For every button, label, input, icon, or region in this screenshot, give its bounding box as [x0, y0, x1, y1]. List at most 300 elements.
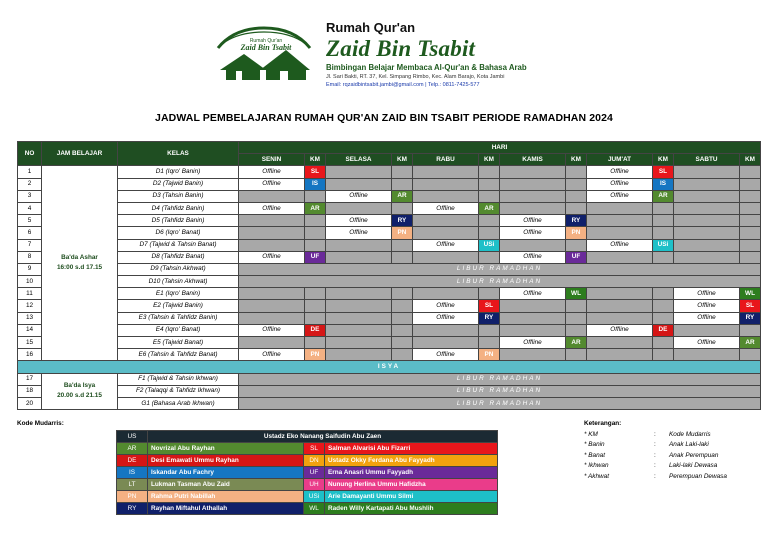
empty-km-cell [305, 227, 326, 239]
table-row [18, 215, 761, 227]
empty-cell [500, 239, 566, 251]
table-row [18, 373, 761, 385]
empty-km-cell [566, 202, 587, 214]
org-small: Rumah Qur'an [326, 20, 416, 35]
kode-code: UH [304, 479, 325, 491]
empty-km-cell [653, 300, 674, 312]
row-no: 2 [18, 178, 42, 190]
offline-cell: Offline [239, 202, 305, 214]
row-kelas: D4 (Tahfidz Banin) [118, 202, 239, 214]
kode-code: DN [304, 455, 325, 467]
offline-cell: Offline [239, 349, 305, 361]
km-header: KM [653, 154, 674, 166]
km-header: KM [566, 154, 587, 166]
table-row [18, 227, 761, 239]
day-header: JUM'AT [587, 154, 653, 166]
header-jam: JAM BELAJAR [42, 142, 118, 166]
table-row [18, 239, 761, 251]
empty-km-cell [392, 178, 413, 190]
kode-name: Nunung Herlina Ummu Hafidzha [325, 479, 498, 491]
header-hari: HARI [239, 142, 761, 154]
empty-cell [239, 190, 305, 202]
empty-cell [413, 227, 479, 239]
empty-cell [413, 166, 479, 178]
km-code-cell: DE [305, 324, 326, 336]
empty-cell [413, 178, 479, 190]
km-code-cell: AR [740, 337, 761, 349]
offline-cell: Offline [587, 324, 653, 336]
jam-isya-label: Ba'da Isya [63, 382, 96, 390]
offline-cell: Offline [239, 324, 305, 336]
empty-km-cell [653, 312, 674, 324]
kode-table [116, 430, 498, 515]
empty-cell [587, 288, 653, 300]
keterangan-key: * Akhwat [584, 472, 609, 480]
km-code-cell: AR [305, 202, 326, 214]
empty-km-cell [653, 349, 674, 361]
keterangan-title: Keterangan: [584, 420, 622, 427]
empty-cell [239, 312, 305, 324]
empty-cell [674, 239, 740, 251]
km-code-cell: WL [566, 288, 587, 300]
row-kelas: E2 (Tajwid Banin) [118, 300, 239, 312]
empty-km-cell [740, 239, 761, 251]
kode-code: WL [304, 503, 325, 515]
row-no: 11 [18, 288, 42, 300]
row-kelas: D1 (Iqro' Banin) [118, 166, 239, 178]
schedule-table [17, 141, 761, 410]
row-no: 16 [18, 349, 42, 361]
empty-km-cell [479, 288, 500, 300]
empty-km-cell [740, 227, 761, 239]
empty-km-cell [479, 227, 500, 239]
keterangan-value: Perempuan Dewasa [669, 472, 727, 480]
row-kelas: D7 (Tajwid & Tahsin Banat) [118, 239, 239, 251]
row-no: 7 [18, 239, 42, 251]
empty-km-cell [305, 312, 326, 324]
empty-cell [326, 337, 392, 349]
empty-cell [413, 337, 479, 349]
org-contact: Email: rqzaidbintsabit.jambi@gmail.com | Telp.: 0811-7425-577 [326, 82, 480, 88]
keterangan-sep: : [654, 462, 656, 470]
offline-cell: Offline [326, 215, 392, 227]
offline-cell: Offline [674, 337, 740, 349]
row-no: 1 [18, 166, 42, 178]
row-kelas: E5 (Tajwid Banat) [118, 337, 239, 349]
km-code-cell: UF [566, 251, 587, 263]
row-no: 6 [18, 227, 42, 239]
kode-name: Rayhan Miftahul Athallah [148, 503, 304, 515]
empty-cell [239, 288, 305, 300]
empty-km-cell [392, 202, 413, 214]
libur-cell: LIBUR RAMADHAN [239, 385, 761, 397]
jam-ashar [42, 166, 118, 361]
kode-name: Iskandar Abu Fachry [148, 467, 304, 479]
empty-cell [587, 227, 653, 239]
empty-cell [239, 239, 305, 251]
empty-km-cell [305, 239, 326, 251]
empty-km-cell [392, 349, 413, 361]
offline-cell: Offline [500, 288, 566, 300]
empty-cell [326, 312, 392, 324]
row-kelas: D9 (Tahsin Akhwat) [118, 263, 239, 275]
empty-cell [239, 215, 305, 227]
empty-cell [239, 300, 305, 312]
empty-cell [587, 312, 653, 324]
row-kelas: D10 (Tahsin Akhwat) [118, 276, 239, 288]
kode-name: Desi Emawati Ummu Rayhan [148, 455, 304, 467]
empty-cell [674, 190, 740, 202]
empty-cell [500, 324, 566, 336]
offline-cell: Offline [500, 227, 566, 239]
empty-cell [326, 239, 392, 251]
kode-label: Kode Mudarris: [17, 420, 64, 427]
day-header: SABTU [674, 154, 740, 166]
empty-km-cell [392, 239, 413, 251]
day-header: SELASA [326, 154, 392, 166]
table-row [18, 385, 761, 397]
org-header [326, 20, 646, 89]
empty-km-cell [653, 288, 674, 300]
kode-code: DE [117, 455, 148, 467]
kode-code: PN [117, 491, 148, 503]
row-kelas: F2 (Talaqqi & Tahfidz Ikhwan) [118, 385, 239, 397]
empty-km-cell [740, 251, 761, 263]
keterangan-value: Laki-laki Dewasa [669, 462, 718, 470]
keterangan-item [584, 451, 727, 462]
empty-cell [587, 349, 653, 361]
kode-code: IS [117, 467, 148, 479]
empty-cell [326, 324, 392, 336]
empty-km-cell [566, 166, 587, 178]
row-kelas: E3 (Tahsin & Tahfidz Banin) [118, 312, 239, 324]
empty-cell [326, 166, 392, 178]
kode-row [117, 455, 498, 467]
offline-cell: Offline [500, 215, 566, 227]
km-code-cell: IS [653, 178, 674, 190]
km-code-cell: RY [566, 215, 587, 227]
empty-cell [500, 349, 566, 361]
km-header: KM [305, 154, 326, 166]
header-kelas: KELAS [118, 142, 239, 166]
logo-text-top: Rumah Qur'an [249, 38, 283, 44]
empty-km-cell [740, 324, 761, 336]
table-row [18, 202, 761, 214]
empty-km-cell [740, 166, 761, 178]
table-row [18, 178, 761, 190]
empty-km-cell [653, 227, 674, 239]
empty-cell [326, 202, 392, 214]
table-row [18, 337, 761, 349]
offline-cell: Offline [500, 337, 566, 349]
empty-km-cell [479, 190, 500, 202]
offline-cell: Offline [413, 202, 479, 214]
empty-km-cell [740, 215, 761, 227]
table-row [18, 190, 761, 202]
org-address: Jl. Sari Bakti, RT. 37, Kel. Simpang Rimbo, Kec. Alam Barajo, Kota Jambi [326, 74, 505, 80]
kode-name: Ustadz Eko Nanang Saifudin Abu Zaen [148, 431, 498, 443]
empty-km-cell [566, 300, 587, 312]
row-kelas: D6 (Iqro' Banat) [118, 227, 239, 239]
empty-km-cell [566, 312, 587, 324]
keterangan-key: * Banat [584, 451, 605, 459]
empty-cell [326, 251, 392, 263]
empty-km-cell [653, 202, 674, 214]
empty-km-cell [392, 166, 413, 178]
empty-cell [500, 166, 566, 178]
kode-code: US [117, 431, 148, 443]
offline-cell: Offline [413, 300, 479, 312]
table-row [18, 166, 761, 178]
km-code-cell: SL [305, 166, 326, 178]
row-kelas: G1 (Bahasa Arab Ikhwan) [118, 397, 239, 409]
empty-km-cell [740, 190, 761, 202]
jam-ashar-time: 16:00 s.d 17.15 [56, 264, 103, 272]
empty-km-cell [566, 324, 587, 336]
empty-km-cell [305, 300, 326, 312]
empty-km-cell [392, 312, 413, 324]
empty-cell [674, 178, 740, 190]
libur-cell: LIBUR RAMADHAN [239, 373, 761, 385]
empty-cell [413, 190, 479, 202]
keterangan-item [584, 430, 727, 441]
km-code-cell: SL [653, 166, 674, 178]
row-no: 10 [18, 276, 42, 288]
km-code-cell: PN [566, 227, 587, 239]
empty-cell [674, 349, 740, 361]
row-kelas: D5 (Tahfidz Banin) [118, 215, 239, 227]
keterangan-value: Anak Perempuan [669, 451, 719, 459]
kode-row [117, 467, 498, 479]
empty-cell [674, 251, 740, 263]
kode-code: LT [117, 479, 148, 491]
row-kelas: E6 (Tahsin & Tahfidz Banat) [118, 349, 239, 361]
house-logo-icon [214, 20, 314, 84]
empty-cell [413, 324, 479, 336]
kode-row [117, 443, 498, 455]
jam-ashar-label: Ba'da Ashar [61, 254, 98, 262]
empty-cell [326, 300, 392, 312]
table-row [18, 263, 761, 275]
offline-cell: Offline [587, 190, 653, 202]
offline-cell: Offline [413, 239, 479, 251]
keterangan-key: * Banin [584, 441, 605, 449]
kode-name: Raden Willy Kartapati Abu Mushlih [325, 503, 498, 515]
keterangan-key: * Ikhwan [584, 462, 609, 470]
km-code-cell: SL [479, 300, 500, 312]
offline-cell: Offline [587, 166, 653, 178]
empty-cell [587, 337, 653, 349]
empty-km-cell [740, 202, 761, 214]
offline-cell: Offline [674, 300, 740, 312]
km-code-cell: PN [305, 349, 326, 361]
kode-name: Lukman Tasman Abu Zaid [148, 479, 304, 491]
page-title: JADWAL PEMBELAJARAN RUMAH QUR'AN ZAID BIN TSABIT PERIODE RAMADHAN 2024 [155, 112, 613, 124]
empty-km-cell [653, 215, 674, 227]
offline-cell: Offline [239, 251, 305, 263]
empty-cell [674, 215, 740, 227]
row-no: 12 [18, 300, 42, 312]
row-kelas: D2 (Tajwid Banin) [118, 178, 239, 190]
row-no: 15 [18, 337, 42, 349]
row-no: 8 [18, 251, 42, 263]
km-code-cell: DE [653, 324, 674, 336]
row-no: 4 [18, 202, 42, 214]
empty-cell [587, 202, 653, 214]
kode-row [117, 479, 498, 491]
empty-cell [500, 300, 566, 312]
empty-cell [674, 202, 740, 214]
empty-km-cell [479, 166, 500, 178]
empty-km-cell [392, 300, 413, 312]
kode-code: RY [117, 503, 148, 515]
empty-km-cell [740, 349, 761, 361]
kode-name: Novrizal Abu Rayhan [148, 443, 304, 455]
offline-cell: Offline [587, 239, 653, 251]
kode-name: Ustadz Okky Ferdana Abu Fayyadh [325, 455, 498, 467]
keterangan-sep: : [654, 472, 656, 480]
empty-km-cell [740, 178, 761, 190]
km-code-cell: IS [305, 178, 326, 190]
keterangan-value: Kode Mudarris [669, 430, 711, 438]
table-row [18, 349, 761, 361]
row-no: 3 [18, 190, 42, 202]
empty-km-cell [566, 349, 587, 361]
isya-banner: ISYA [18, 361, 761, 373]
offline-cell: Offline [326, 227, 392, 239]
empty-cell [500, 312, 566, 324]
table-row [18, 276, 761, 288]
row-no: 14 [18, 324, 42, 336]
keterangan-sep: : [654, 441, 656, 449]
keterangan-sep: : [654, 451, 656, 459]
keterangan [584, 419, 727, 483]
table-row [18, 312, 761, 324]
row-kelas: E1 (Iqro' Banin) [118, 288, 239, 300]
km-code-cell: USi [479, 239, 500, 251]
empty-km-cell [479, 178, 500, 190]
table-row [18, 288, 761, 300]
empty-cell [587, 215, 653, 227]
empty-cell [500, 190, 566, 202]
empty-cell [413, 288, 479, 300]
kode-row [117, 491, 498, 503]
table-row [18, 251, 761, 263]
row-kelas: D3 (Tahsin Banin) [118, 190, 239, 202]
empty-km-cell [392, 251, 413, 263]
empty-cell [326, 288, 392, 300]
km-code-cell: USi [653, 239, 674, 251]
empty-km-cell [392, 288, 413, 300]
km-code-cell: PN [479, 349, 500, 361]
offline-cell: Offline [587, 178, 653, 190]
km-code-cell: PN [392, 227, 413, 239]
kode-code: UF [304, 467, 325, 479]
row-kelas: D8 (Tahfidz Banat) [118, 251, 239, 263]
empty-cell [674, 227, 740, 239]
empty-km-cell [479, 337, 500, 349]
km-code-cell: RY [479, 312, 500, 324]
kode-code: USi [304, 491, 325, 503]
libur-cell: LIBUR RAMADHAN [239, 276, 761, 288]
offline-cell: Offline [413, 312, 479, 324]
empty-cell [500, 202, 566, 214]
empty-cell [500, 178, 566, 190]
empty-cell [674, 166, 740, 178]
header-no: NO [18, 142, 42, 166]
kode-row [117, 503, 498, 515]
kode-name: Rahma Putri Nabillah [148, 491, 304, 503]
empty-km-cell [566, 239, 587, 251]
empty-cell [326, 178, 392, 190]
kode-name: Arie Damayanti Ummu Silmi [325, 491, 498, 503]
kode-code: SL [304, 443, 325, 455]
kode-name: Erna Anasri Ummu Fayyadh [325, 467, 498, 479]
empty-km-cell [392, 324, 413, 336]
libur-cell: LIBUR RAMADHAN [239, 263, 761, 275]
row-no: 9 [18, 263, 42, 275]
offline-cell: Offline [326, 190, 392, 202]
empty-cell [239, 337, 305, 349]
libur-cell: LIBUR RAMADHAN [239, 397, 761, 409]
km-code-cell: WL [740, 288, 761, 300]
km-code-cell: RY [392, 215, 413, 227]
org-name: Zaid Bin Tsabit [326, 36, 476, 61]
km-code-cell: AR [479, 202, 500, 214]
row-no: 18 [18, 385, 42, 397]
empty-km-cell [305, 215, 326, 227]
keterangan-item [584, 461, 727, 472]
empty-km-cell [653, 251, 674, 263]
empty-km-cell [479, 215, 500, 227]
offline-cell: Offline [413, 349, 479, 361]
empty-km-cell [392, 337, 413, 349]
offline-cell: Offline [674, 288, 740, 300]
offline-cell: Offline [500, 251, 566, 263]
empty-km-cell [566, 190, 587, 202]
row-no: 20 [18, 397, 42, 409]
empty-cell [326, 349, 392, 361]
day-header: KAMIS [500, 154, 566, 166]
empty-km-cell [653, 337, 674, 349]
kode-header-row [117, 431, 498, 443]
org-tagline: Bimbingan Belajar Membaca Al-Qur'an & Bahasa Arab [326, 63, 527, 72]
row-no: 5 [18, 215, 42, 227]
empty-km-cell [305, 337, 326, 349]
keterangan-sep: : [654, 430, 656, 438]
km-code-cell: UF [305, 251, 326, 263]
offline-cell: Offline [674, 312, 740, 324]
empty-km-cell [479, 251, 500, 263]
day-header: RABU [413, 154, 479, 166]
km-code-cell: SL [740, 300, 761, 312]
row-kelas: F1 (Tajwid & Tahsin Ikhwan) [118, 373, 239, 385]
row-kelas: E4 (Iqro' Banat) [118, 324, 239, 336]
offline-cell: Offline [239, 166, 305, 178]
empty-km-cell [305, 288, 326, 300]
km-code-cell: AR [392, 190, 413, 202]
km-header: KM [479, 154, 500, 166]
keterangan-value: Anak Laki-laki [669, 441, 709, 449]
empty-km-cell [566, 178, 587, 190]
kode-code: AR [117, 443, 148, 455]
km-code-cell: AR [653, 190, 674, 202]
table-row [18, 397, 761, 409]
empty-cell [587, 251, 653, 263]
km-header: KM [392, 154, 413, 166]
day-header: SENIN [239, 154, 305, 166]
km-code-cell: RY [740, 312, 761, 324]
